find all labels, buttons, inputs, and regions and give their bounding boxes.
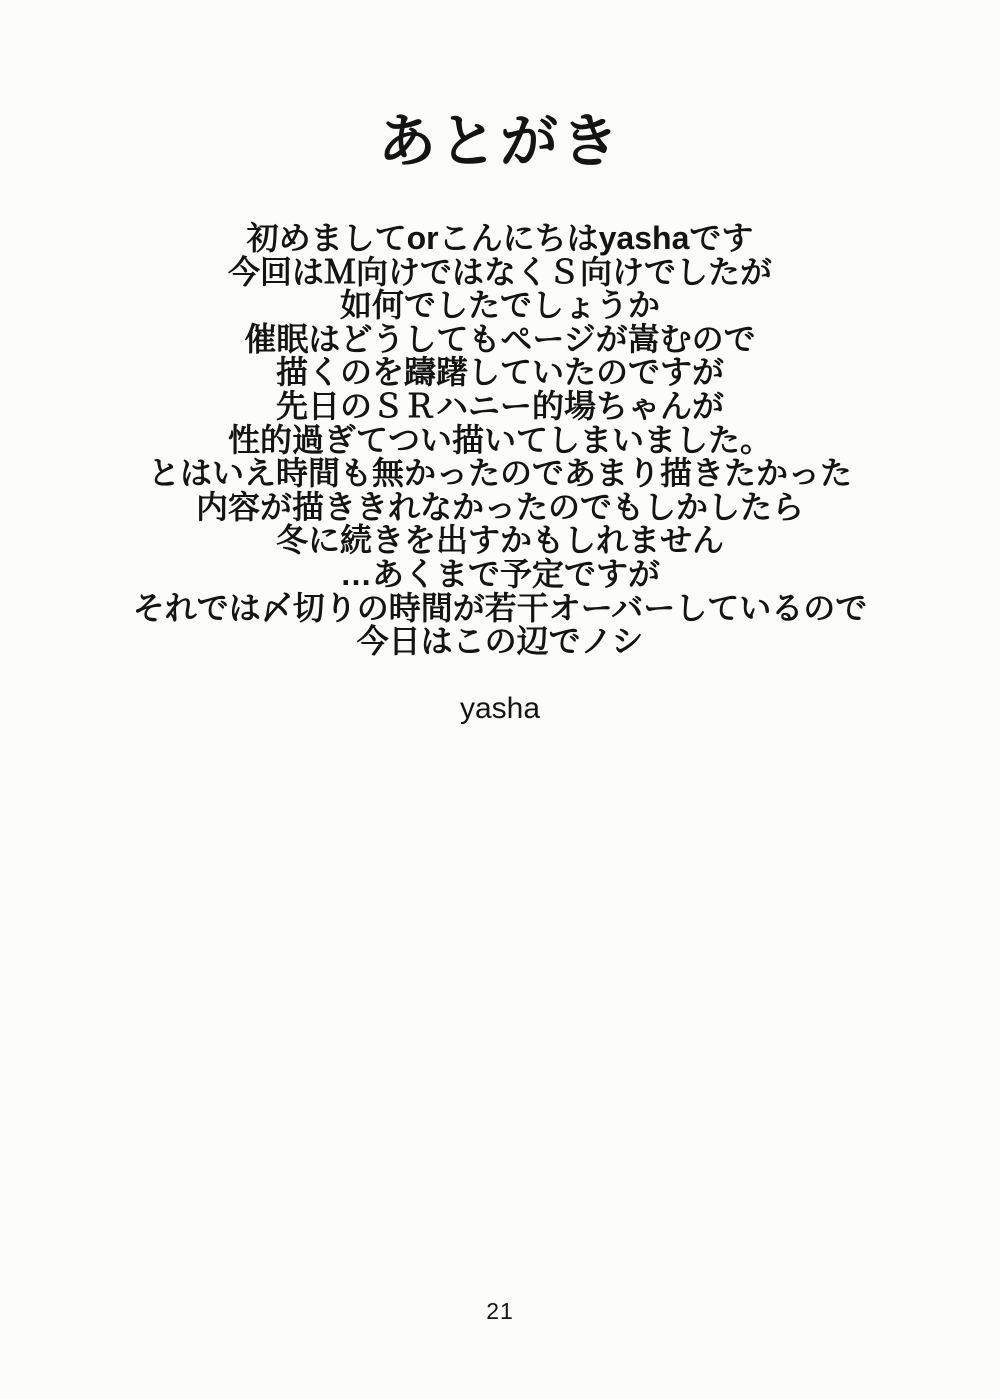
afterword-line: 初めましてorこんにちはyashaです [246,220,754,256]
afterword-line: とはいえ時間も無かったのであまり描きたかった [147,455,852,492]
author-signature: yasha [459,692,541,725]
afterword-line: 先日のＳＲハニー的場ちゃんが [275,387,724,424]
page-number: 21 [486,1298,514,1324]
afterword-line: 催眠はどうしてもページが嵩むので [244,320,756,357]
afterword-line: 如何でしたでしょうか [339,287,660,324]
afterword-line: それでは〆切りの時間が若干オーバーしているので [132,589,868,626]
afterword-line: 内容が描ききれなかったのでもしかしたら [195,488,804,525]
afterword-text [0,222,1000,659]
afterword-line: 今回はＭ向けではなくＳ向けでしたが [227,253,772,290]
afterword-line: 性的過ぎてつい描いてしまいました。 [227,421,772,458]
afterword-line: 今日はこの辺でノシ [356,623,644,660]
afterword-line: 冬に続きを出すかもしれません [275,522,724,559]
page-title: あとがき [377,109,622,174]
afterword-line: 描くのを躊躇していたのですが [275,354,724,391]
afterword-line: …あくまで予定ですが [339,555,660,592]
